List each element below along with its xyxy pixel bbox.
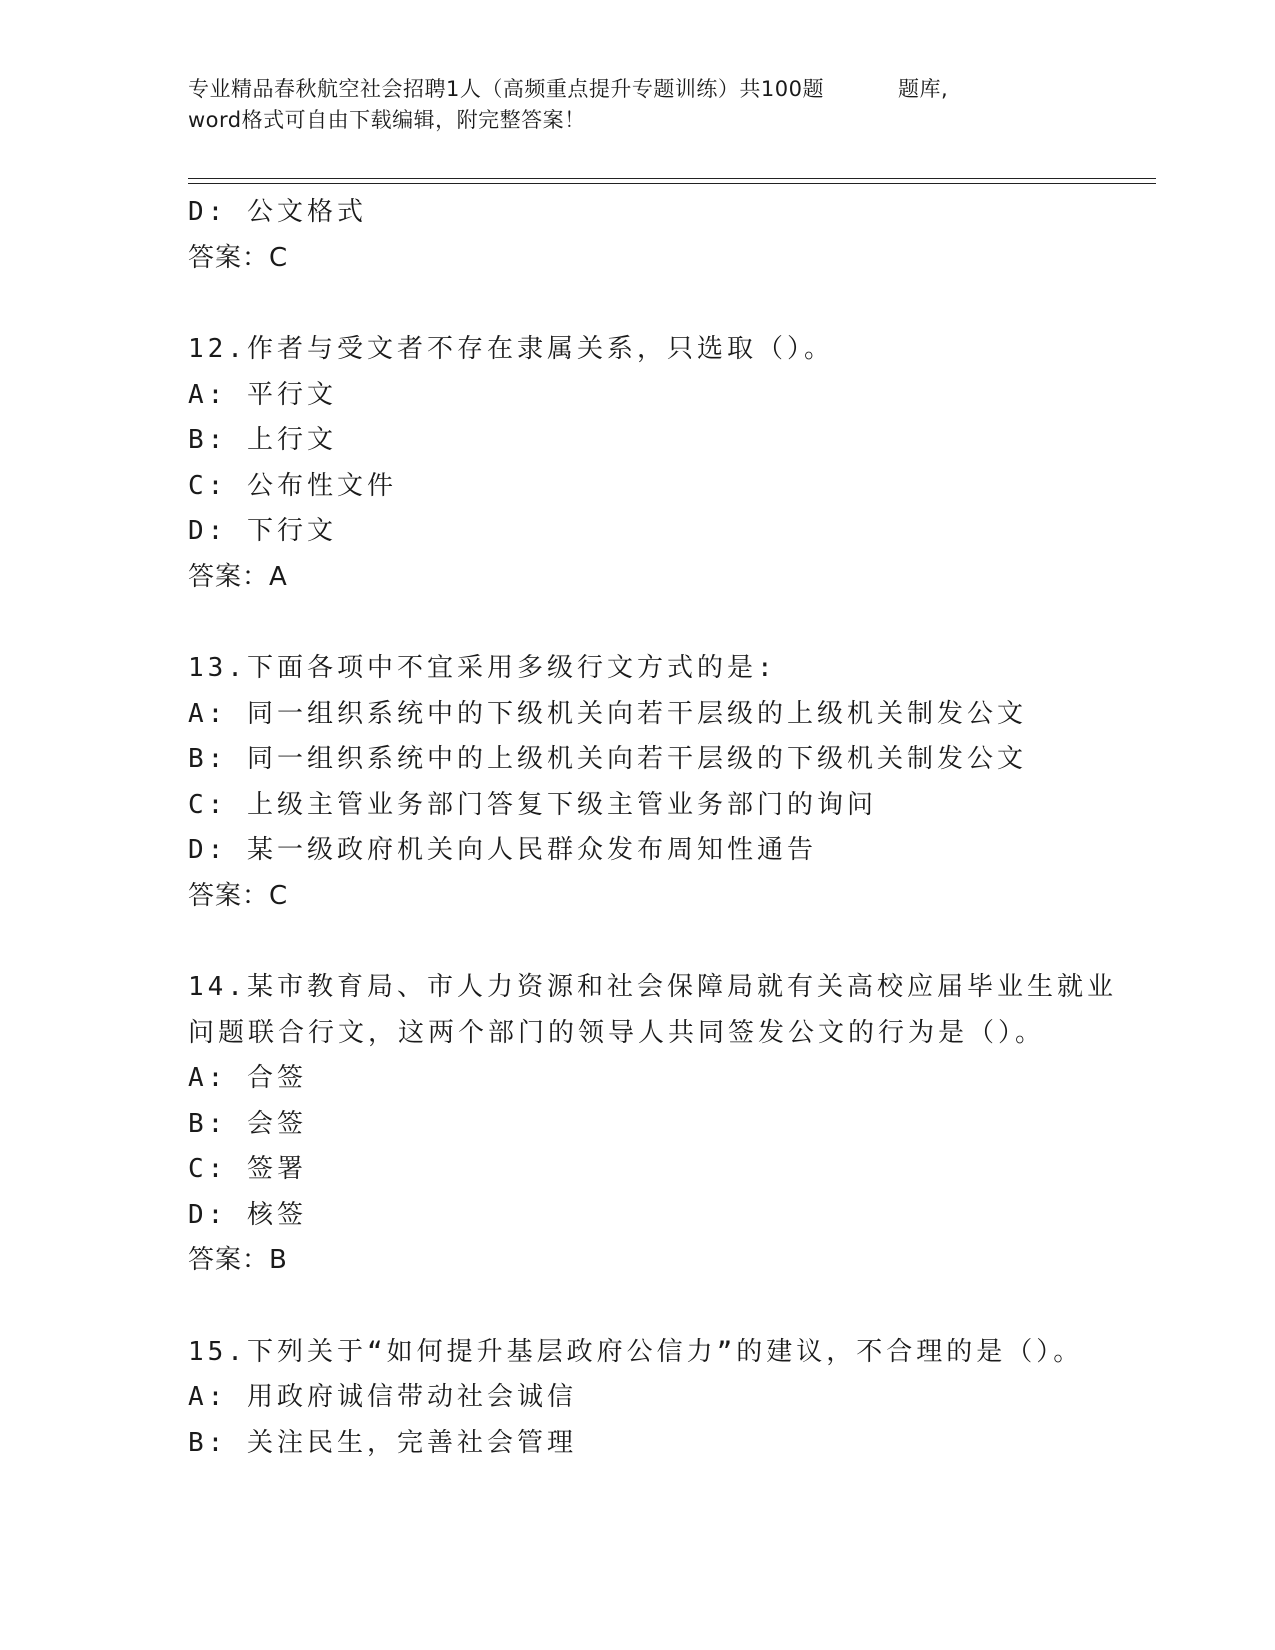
option-c: C: 签署: [188, 1154, 307, 1184]
header-divider-top: [188, 178, 1156, 179]
option-a: A: 用政府诚信带动社会诚信: [188, 1382, 577, 1412]
header-title: 专业精品春秋航空社会招聘1人（高频重点提升专题训练）共100题: [188, 77, 824, 101]
header-title-suffix: 题库,: [897, 77, 949, 101]
question-block: [188, 646, 1088, 919]
option-d: D: 下行文: [188, 516, 337, 546]
answer-line: 答案：C: [188, 880, 289, 911]
header-line-1: [188, 74, 1078, 105]
option-a: A: 合签: [188, 1063, 307, 1093]
question-stem: 13.下面各项中不宜采用多级行文方式的是:: [188, 653, 777, 683]
answer-line: 答案：C: [188, 242, 289, 273]
header-divider-bottom: [188, 183, 1156, 184]
answer-line: 答案：B: [188, 1245, 288, 1275]
question-stem-continued: 问题联合行文，这两个部门的领导人共同签发公文的行为是（）。: [188, 1017, 1046, 1048]
option-b: B: 上行文: [188, 425, 337, 455]
question-stem: 12.作者与受文者不存在隶属关系，只选取（）。: [188, 334, 834, 364]
answer-line: 答案：A: [188, 561, 288, 592]
option-b: B: 同一组织系统中的上级机关向若干层级的下级机关制发公文: [188, 744, 1027, 774]
document-body: [188, 190, 1117, 1466]
header-line-2: word格式可自由下载编辑，附完整答案！: [188, 108, 586, 132]
option-b: B: 关注民生，完善社会管理: [188, 1427, 577, 1458]
question-block: [188, 327, 1088, 600]
option-c: C: 上级主管业务部门答复下级主管业务部门的询问: [188, 789, 877, 820]
option-b: B: 会签: [188, 1108, 307, 1139]
question-stem: 14.某市教育局、市人力资源和社会保障局就有关高校应届毕业生就业: [188, 972, 1117, 1002]
option-a: A: 同一组织系统中的下级机关向若干层级的上级机关制发公文: [188, 698, 1027, 729]
option-d: D: 某一级政府机关向人民群众发布周知性通告: [188, 835, 817, 865]
option-c: C: 公布性文件: [188, 470, 397, 501]
question-block: [188, 1330, 1088, 1467]
document-header: [188, 74, 1078, 136]
option-d: D: 核签: [188, 1199, 307, 1230]
question-stem: 15.下列关于“如何提升基层政府公信力”的建议，不合理的是（）。: [188, 1336, 1084, 1367]
question-block: [188, 965, 1117, 1284]
option-a: A: 平行文: [188, 379, 337, 410]
option-line: D: 公文格式: [188, 197, 367, 227]
